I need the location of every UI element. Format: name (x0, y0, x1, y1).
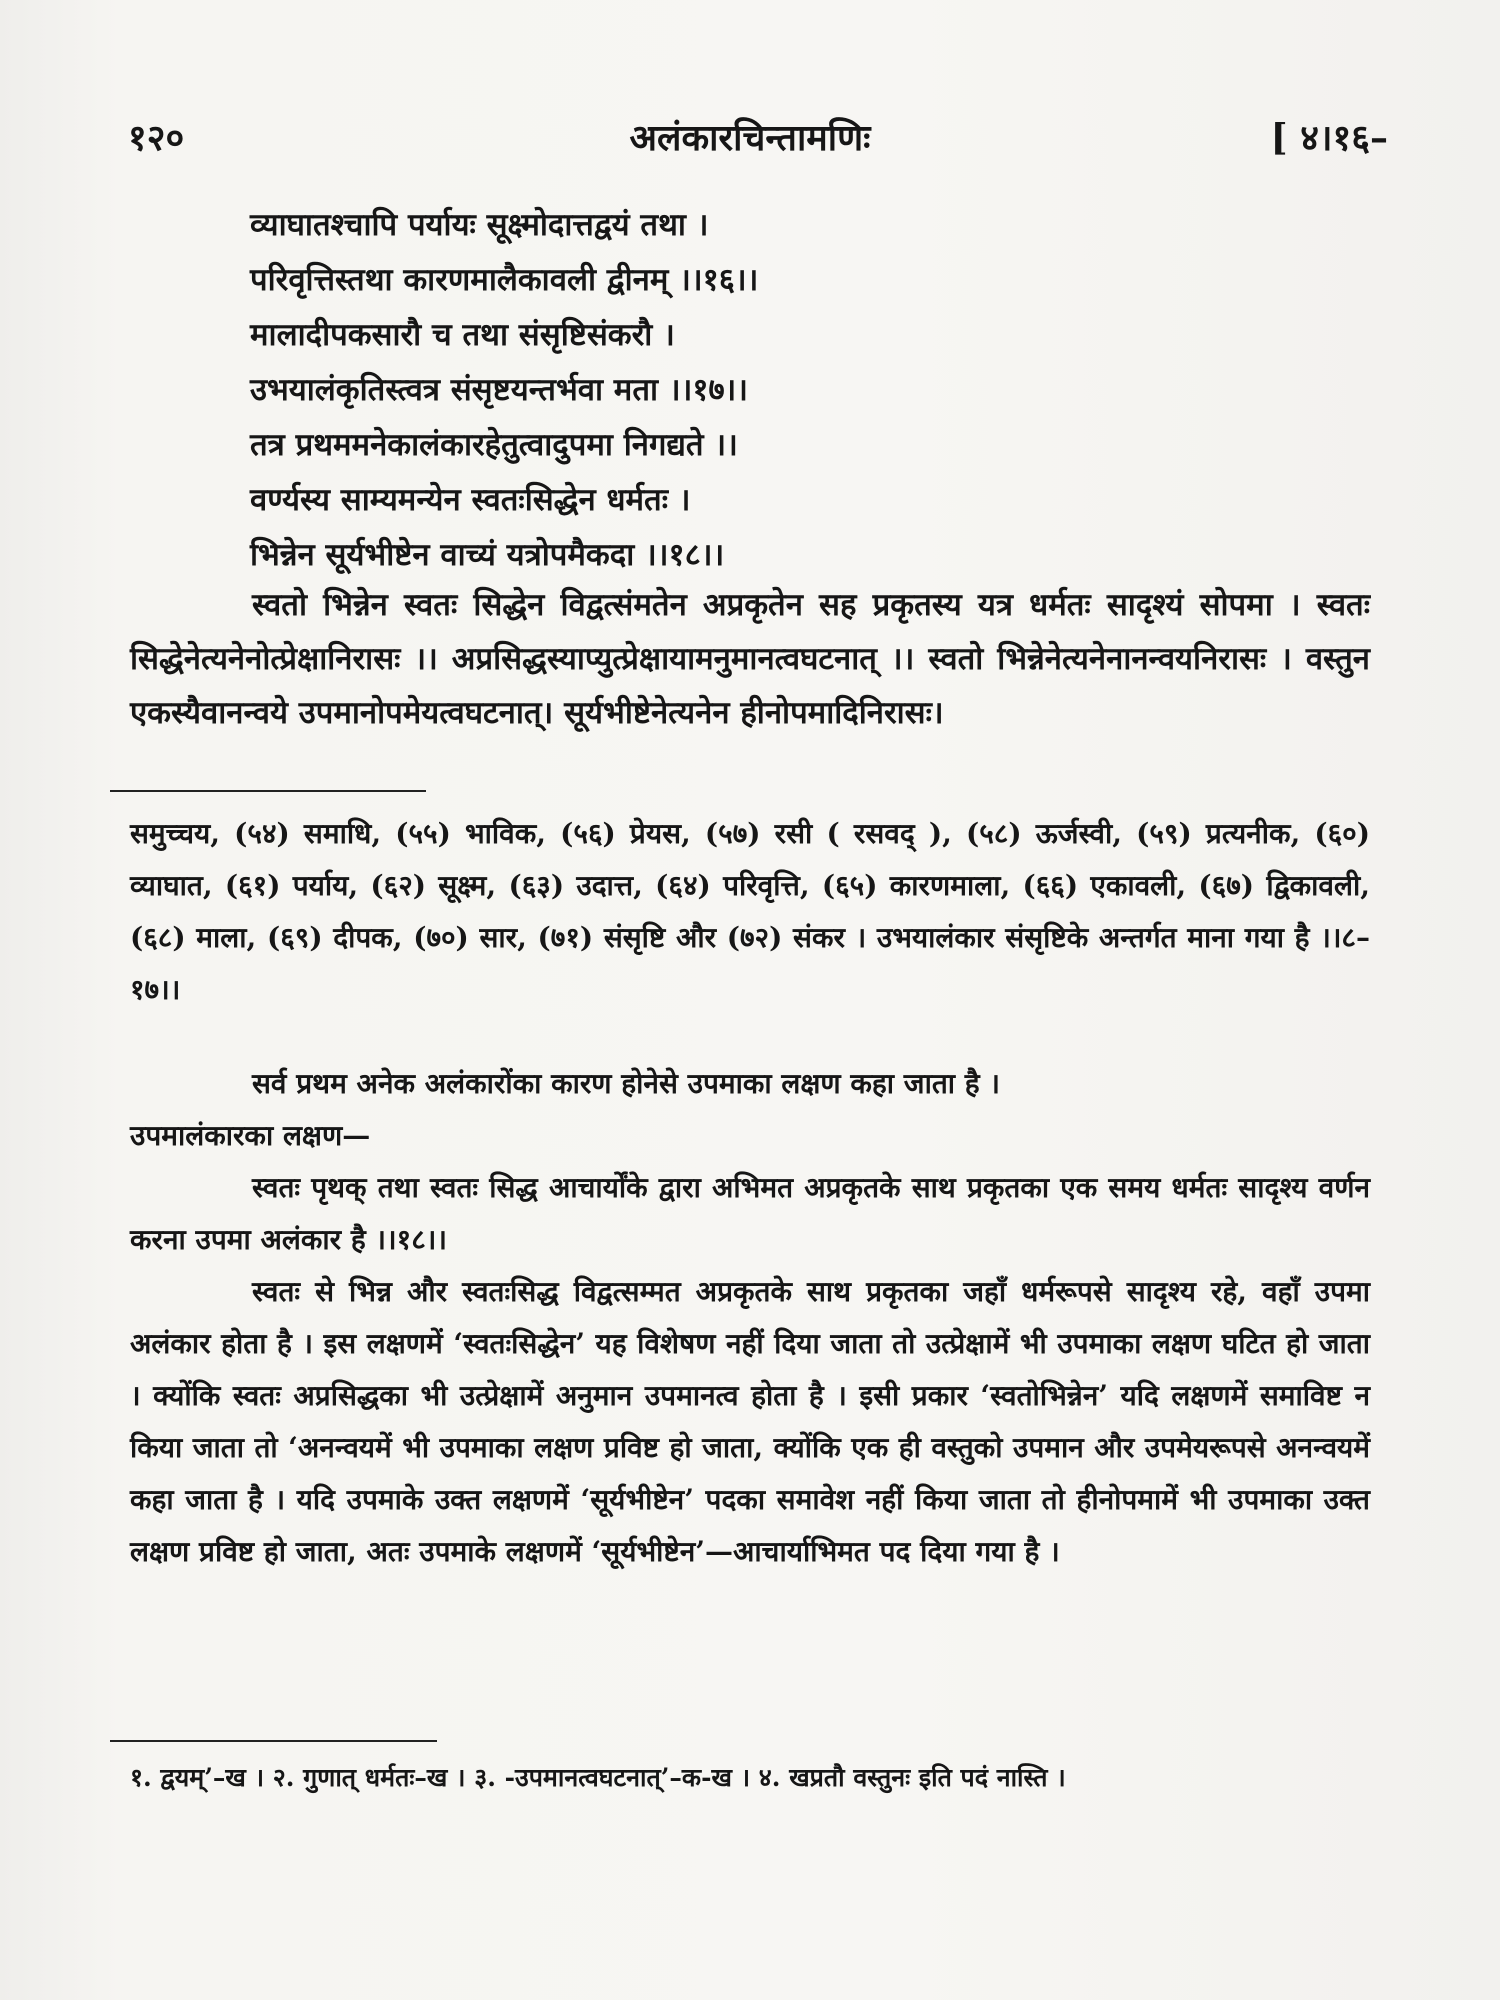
footnotes (130, 1752, 1370, 1804)
sanskrit-verses (250, 198, 1400, 583)
explanation-paragraph: स्वतः से भिन्न और स्वतःसिद्ध विद्वत्सम्मत अप्रकृतके साथ प्रकृतका जहाँ धर्मरूपसे सादृश्य रहे, वहाँ उपमा अलंकार होता है । इस लक्षणमें ‘स्वतःसिद्धेन’ यह विशेषण नहीं दिया जाता तो उत्प्रेक्षामें भी उपमाका लक्षण घटित हो जाता । क्योंकि स्वतः अप्रसिद्धका भी उत्प्रेक्षामें अनुमान उपमानत्व होता है । इसी प्रकार ‘स्वतोभिन्नेन’ यदि लक्षणमें समाविष्ट न किया जाता तो ‘अनन्वयमें भी उपमाका लक्षण प्रविष्ट हो जाता, क्योंकि एक ही वस्तुको उपमान और उपमेयरूपसे अनन्वयमें कहा जाता है । यदि उपमाके उक्त लक्षणमें ‘सूर्यभीष्टेन’ पदका समावेश नहीं किया जाता तो हीनोपमामें भी उपमाका उक्त लक्षण प्रविष्ट हो जाता, अतः उपमाके लक्षणमें ‘सूर्यभीष्टेन’—आचार्याभिमत पद दिया गया है । (130, 1275, 1370, 1568)
verse-line: परिवृत्तिस्तथा कारणमालैकावली द्वीनम् ।।१६।। (250, 262, 759, 298)
intro-line: सर्व प्रथम अनेक अलंकारोंका कारण होनेसे उपमाका लक्षण कहा जाता है । (252, 1067, 1001, 1100)
section-heading: उपमालंकारका लक्षण— (130, 1119, 371, 1152)
verse-line: मालादीपकसारौ च तथा संसृष्टिसंकरौ । (250, 317, 675, 353)
page-number: १२० (128, 117, 185, 159)
verse-range: [ ४।१६– (1270, 117, 1388, 159)
page-header (0, 112, 1500, 172)
verse-line: तत्र प्रथममनेकालंकारहेतुत्वादुपमा निगद्यते ।। (250, 427, 738, 463)
verse-line: उभयालंकृतिस्त्वत्र संसृष्टयन्तर्भवा मता ।।१७।। (250, 372, 749, 408)
footnote-text: १. द्वयम्’–ख । २. गुणात् धर्मतः–ख । ३. -उपमानत्वघटनात्’–क-ख । ४. खप्रतौ वस्तुनः इति पदं नास्ति । (130, 1763, 1066, 1792)
verse-line: व्याघातश्चापि पर्यायः सूक्ष्मोदात्तद्वयं तथा । (250, 207, 709, 243)
hindi-translation-list (130, 808, 1370, 1016)
sanskrit-commentary (130, 578, 1370, 740)
footnote-divider (110, 1740, 437, 1742)
running-title: अलंकारचिन्तामणिः (629, 117, 871, 159)
hindi-translation-body (130, 1058, 1370, 1578)
definition-paragraph: स्वतः पृथक् तथा स्वतः सिद्ध आचार्योंके द्वारा अभिमत अप्रकृतके साथ प्रकृतका एक समय धर्मतः सादृश्य वर्णन करना उपमा अलंकार है ।।१८।। (130, 1171, 1370, 1256)
commentary-paragraph: स्वतो भिन्नेन स्वतः सिद्धेन विद्वत्संमतेन अप्रकृतेन सह प्रकृतस्य यत्र धर्मतः सादृश्यं सोपमा । स्वतः सिद्धेनेत्यनेनोत्प्रेक्षानिरासः ।। अप्रसिद्धस्याप्युत्प्रेक्षायामनुमानत्वघटनात् ।। स्वतो भिन्नेनेत्यनेनानन्वयनिरासः । वस्तुन एकस्यैवानन्वये उपमानोपमेयत्वघटनात्। सूर्यभीष्टेनेत्यनेन हीनोपमादिनिरासः। (130, 587, 1370, 731)
translation-list-paragraph: समुच्चय, (५४) समाधि, (५५) भाविक, (५६) प्रेयस, (५७) रसी ( रसवद् ), (५८) ऊर्जस्वी, (५९) प्रत्यनीक, (६०) व्याघात, (६१) पर्याय, (६२) सूक्ष्म, (६३) उदात्त, (६४) परिवृत्ति, (६५) कारणमाला, (६६) एकावली, (६७) द्विकावली, (६८) माला, (६९) दीपक, (७०) सार, (७१) संसृष्टि और (७२) संकर । उभयालंकार संसृष्टिके अन्तर्गत माना गया है ।।८–१७।। (130, 817, 1370, 1006)
section-divider (110, 790, 426, 792)
verse-line: वर्ण्यस्य साम्यमन्येन स्वतःसिद्धेन धर्मतः । (250, 482, 691, 518)
verse-line: भिन्नेन सूर्यभीष्टेन वाच्यं यत्रोपमैकदा ।।१८।। (250, 537, 725, 573)
